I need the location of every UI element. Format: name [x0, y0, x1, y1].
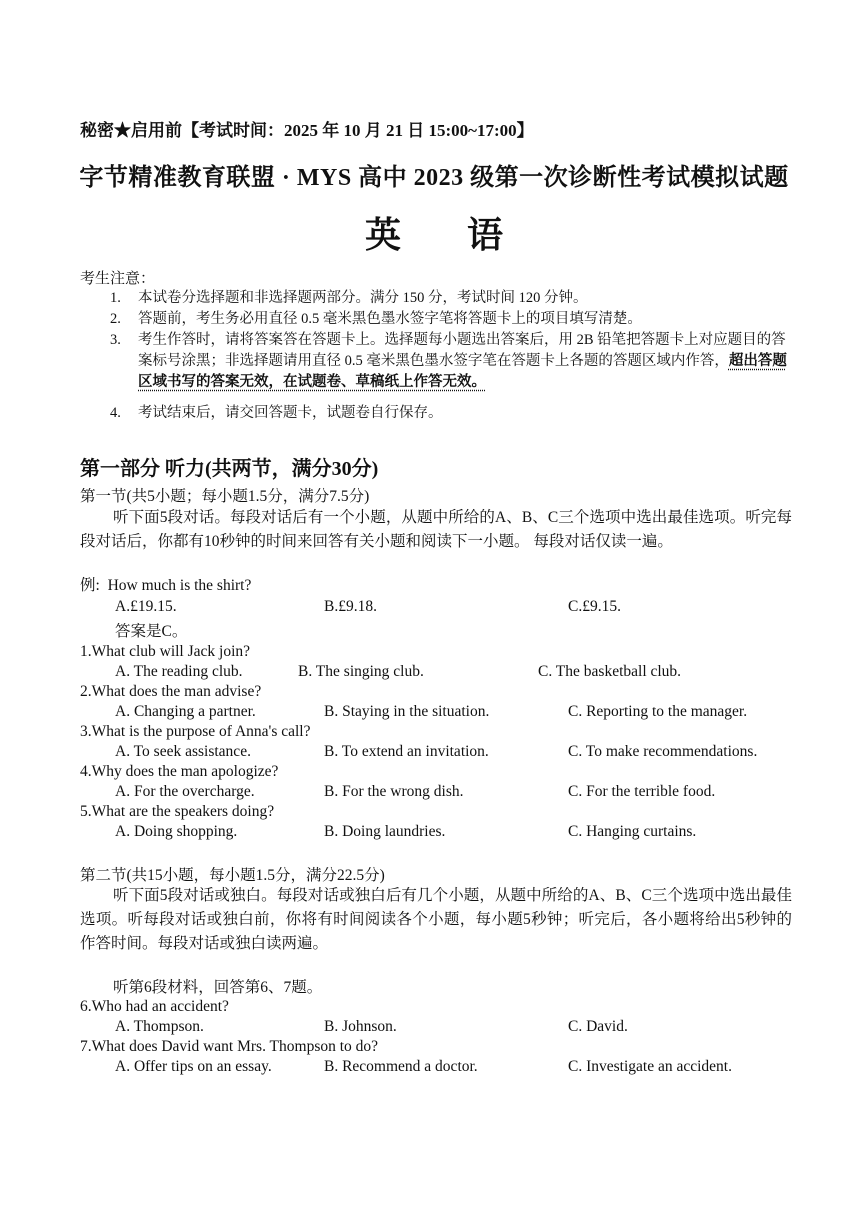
option-c: C.£9.15. — [568, 598, 621, 615]
option-a: A. Thompson. — [115, 1018, 204, 1035]
option-c: C. The basketball club. — [538, 663, 682, 680]
example-label: 例: — [80, 577, 100, 594]
option-a: A. The reading club. — [115, 663, 243, 680]
notice-emphasis: 超出答题区域书写的答案无效，在试题卷、草稿纸上作答无效。 — [138, 353, 787, 390]
confidential-time-line: 秘密★启用前【考试时间：2025 年 10 月 21 日 15:00~17:00】 — [80, 121, 534, 140]
example-question-text: How much is the shirt? — [107, 577, 252, 594]
option-a: A. Offer tips on an essay. — [115, 1058, 272, 1075]
notice-text: 本试卷分选择题和非选择题两部分。满分 150 分，考试时间 120 分钟。 — [138, 290, 588, 306]
option-a: A. Doing shopping. — [115, 823, 238, 840]
section1-title: 第一节(共5小题；每小题1.5分，满分7.5分) — [80, 488, 370, 505]
exam-title: 字节精准教育联盟 · MYS 高中 2023 级第一次诊断性考试模拟试题 — [79, 165, 789, 191]
option-b: B. To extend an invitation. — [324, 743, 489, 760]
notice-number: 3. — [110, 332, 121, 348]
option-a: A. For the overcharge. — [115, 783, 255, 800]
notice-item — [110, 288, 800, 309]
option-b: B. Staying in the situation. — [324, 703, 490, 720]
example-question — [80, 573, 251, 595]
option-b: B.£9.18. — [324, 598, 377, 615]
option-c: C. Reporting to the manager. — [568, 703, 748, 720]
option-c: C. Investigate an accident. — [568, 1058, 732, 1075]
notice-title: 考生注意： — [80, 269, 156, 287]
question-6: 6.Who had an accident? — [80, 998, 229, 1015]
question-1: 1.What club will Jack join? — [80, 643, 251, 660]
question-6-options — [115, 1018, 835, 1038]
option-a: A. Changing a partner. — [115, 703, 256, 720]
question-7: 7.What does David want Mrs. Thompson to do? — [80, 1038, 379, 1055]
section1-instructions: 听下面5段对话。每段对话后有一个小题，从题中所给的A、B、C三个选项中选出最佳选项。听完每段对话后，你都有10秒钟的时间来回答有关小题和阅读下一小题。 每段对话仅读一遍。 — [80, 509, 792, 550]
notice-text: 考试结束后，请交回答题卡，试题卷自行保存。 — [138, 405, 443, 421]
option-c: C. To make recommendations. — [568, 743, 758, 760]
subject-title — [0, 207, 868, 258]
notice-text: 考生作答时，请将答案答在答题卡上。选择题每小题选出答案后，用 2B 铅笔把答题卡上对应题目的答案标号涂黑；非选择题请用直径 0.5 毫米黑色墨水签字笔在答题卡上各题的答题区域内作答， — [138, 332, 786, 369]
section2-instructions: 听下面5段对话或独白。每段对话或独白后有几个小题，从题中所给的A、B、C三个选项中选出最佳选项。听每段对话或独白前，你将有时间阅读各个小题，每小题5秒钟；听完后，各小题将给出5秒钟的作答时间。每段对话或独白读两遍。 — [80, 887, 792, 952]
option-b: B. For the wrong dish. — [324, 783, 464, 800]
listen-material-6: 听第6段材料，回答第6、7题。 — [113, 979, 323, 996]
question-5: 5.What are the speakers doing? — [80, 803, 275, 820]
option-c: C. For the terrible food. — [568, 783, 716, 800]
option-a: A.£19.15. — [115, 598, 177, 615]
notice-item — [110, 309, 800, 330]
option-c: C. Hanging curtains. — [568, 823, 697, 840]
option-b: B. Johnson. — [324, 1018, 397, 1035]
example-answer: 答案是C。 — [115, 623, 188, 640]
option-a: A. To seek assistance. — [115, 743, 251, 760]
section2-title: 第二节(共15小题，每小题1.5分，满分22.5分) — [80, 867, 385, 884]
question-4: 4.Why does the man apologize? — [80, 763, 279, 780]
option-b: B. The singing club. — [298, 663, 424, 680]
option-c: C. David. — [568, 1018, 628, 1035]
notice-text: 答题前，考生务必用直径 0.5 毫米黑色墨水签字笔将答题卡上的项目填写清楚。 — [138, 311, 642, 327]
question-7-options — [115, 1058, 835, 1078]
notice-item — [110, 330, 800, 393]
question-3-options — [115, 743, 835, 763]
question-4-options — [115, 783, 835, 803]
part1-title: 第一部分 听力(共两节，满分30分) — [80, 458, 379, 480]
notice-number: 2. — [110, 311, 121, 327]
notice-number: 4. — [110, 405, 121, 421]
notice-number: 1. — [110, 290, 121, 306]
option-b: B. Recommend a doctor. — [324, 1058, 478, 1075]
notice-list — [110, 288, 800, 424]
question-2-options — [115, 703, 835, 723]
notice-item — [110, 403, 800, 424]
example-options — [115, 598, 835, 618]
question-2: 2.What does the man advise? — [80, 683, 262, 700]
subject-char-2: 语 — [467, 215, 504, 256]
option-b: B. Doing laundries. — [324, 823, 446, 840]
subject-char-1: 英 — [364, 215, 401, 256]
question-5-options — [115, 823, 835, 843]
question-3: 3.What is the purpose of Anna's call? — [80, 723, 311, 740]
question-1-options — [115, 663, 835, 683]
